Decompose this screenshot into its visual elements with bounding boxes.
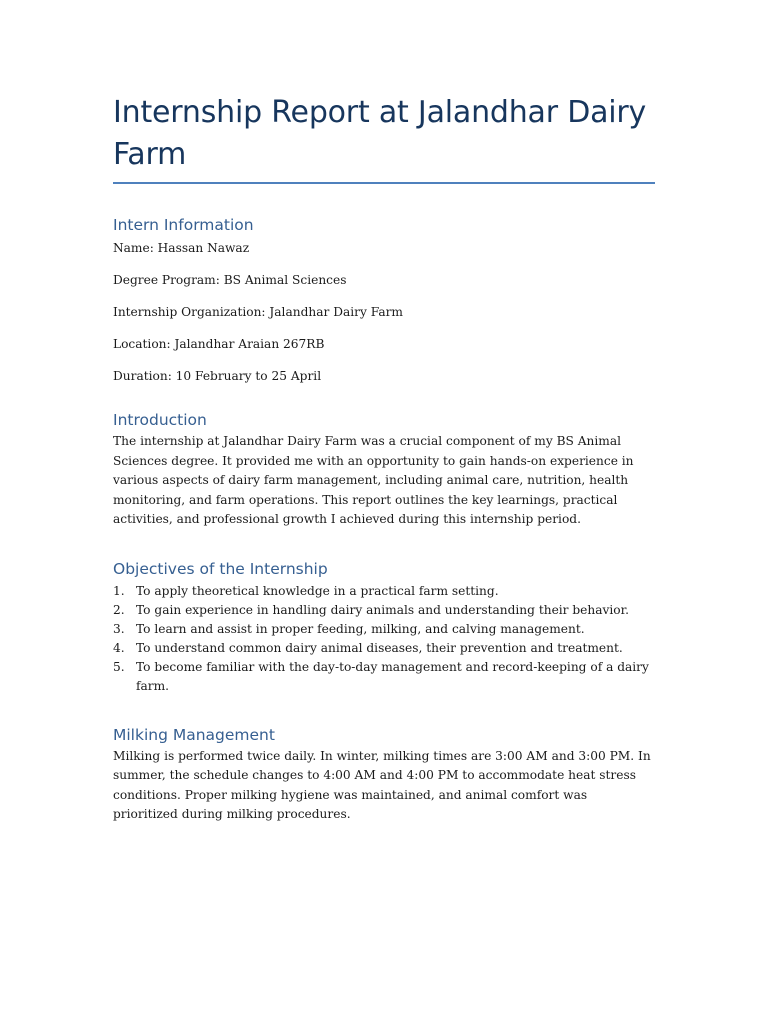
degree-program: Degree Program: BS Animal Sciences — [113, 273, 347, 287]
list-item — [113, 620, 655, 639]
list-item — [113, 639, 655, 658]
title-underline — [113, 182, 655, 184]
objectives-list — [113, 582, 655, 696]
list-item — [113, 582, 655, 601]
objectives-section — [113, 559, 655, 696]
list-number: 1. — [113, 583, 125, 598]
list-text: To learn and assist in proper feeding, milking, and calving management. — [136, 621, 585, 636]
intern-name: Name: Hassan Nawaz — [113, 241, 250, 255]
milking-management-paragraph: Milking is performed twice daily. In winter, milking times are 3:00 AM and 3:00 PM. In summer, the schedule changes to 4:00 AM and 4:00 PM to accommodate heat stress conditions. Proper milking hygiene was maintained, and animal comfort was prioritized during milking procedures. — [113, 748, 651, 821]
internship-organization: Internship Organization: Jalandhar Dairy Farm — [113, 305, 403, 319]
document-page — [113, 92, 655, 825]
introduction-section — [113, 410, 655, 530]
list-number: 3. — [113, 621, 125, 636]
list-item — [113, 601, 655, 620]
list-text: To gain experience in handling dairy animals and understanding their behavior. — [136, 602, 629, 617]
intern-information-heading: Intern Information — [113, 216, 254, 234]
list-text: To understand common dairy animal diseases, their prevention and treatment. — [136, 640, 623, 655]
intern-information-section — [113, 215, 655, 384]
objectives-heading: Objectives of the Internship — [113, 559, 328, 578]
list-text: To become familiar with the day-to-day management and record-keeping of a dairy farm. — [136, 659, 649, 693]
list-number: 4. — [113, 640, 125, 655]
introduction-paragraph: The internship at Jalandhar Dairy Farm was a crucial component of my BS Animal Sciences degree. It provided me with an opportunity to gain hands-on experience in various aspects of dairy farm management, including animal care, nutrition, health monitoring, and farm operations. This report outlines the key learnings, practical activities, and professional growth I achieved during this internship period. — [113, 434, 634, 526]
duration: Duration: 10 February to 25 April — [113, 369, 322, 383]
document-title: Internship Report at Jalandhar Dairy Farm — [113, 95, 647, 172]
milking-management-section — [113, 725, 655, 825]
milking-management-heading: Milking Management — [113, 725, 275, 744]
list-number: 2. — [113, 602, 125, 617]
introduction-heading: Introduction — [113, 411, 207, 429]
list-text: To apply theoretical knowledge in a practical farm setting. — [136, 583, 499, 598]
list-item — [113, 658, 655, 696]
location: Location: Jalandhar Araian 267RB — [113, 337, 325, 351]
list-number: 5. — [113, 659, 125, 674]
